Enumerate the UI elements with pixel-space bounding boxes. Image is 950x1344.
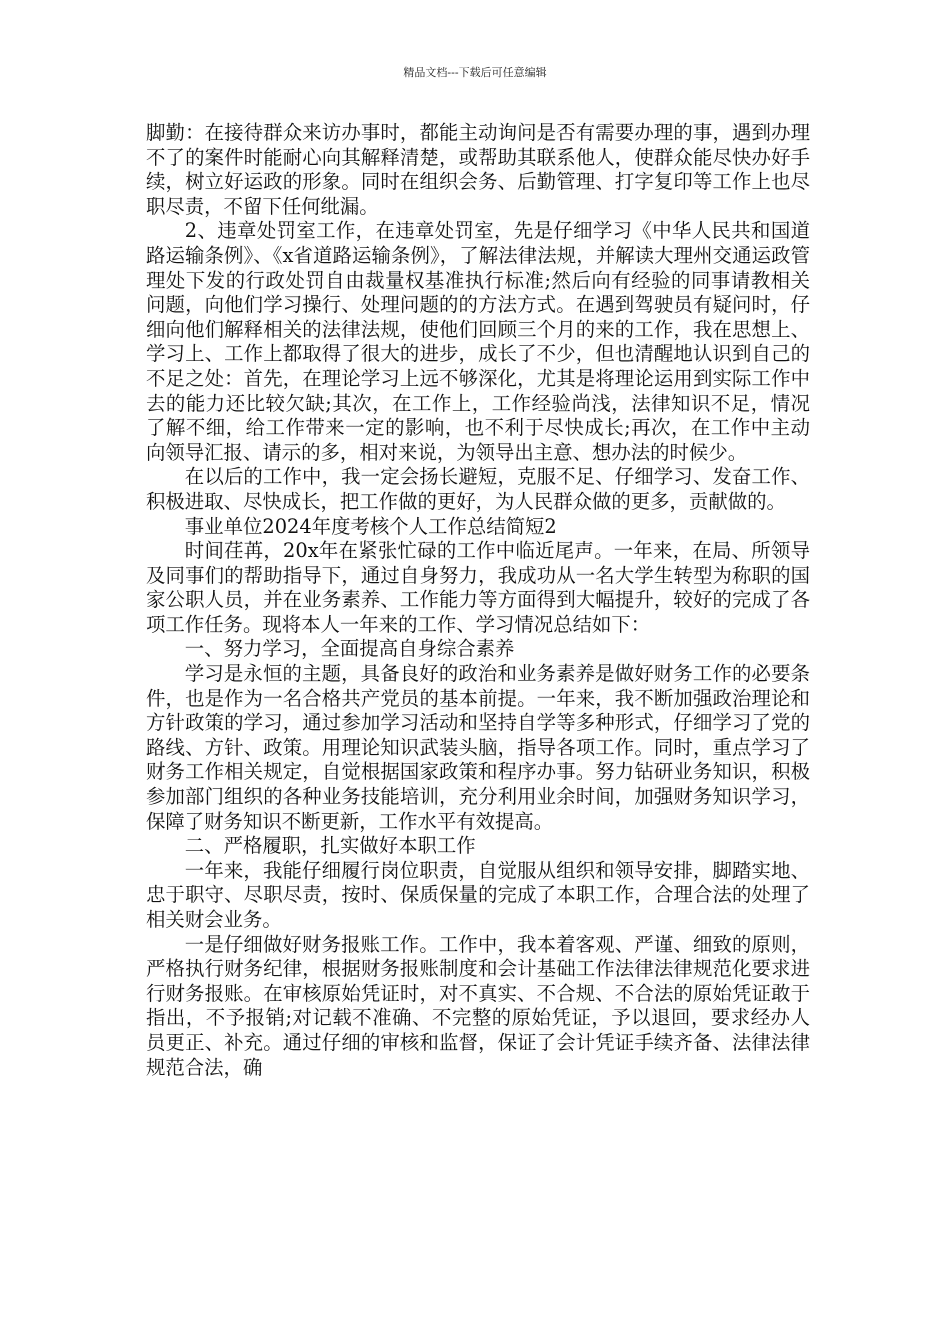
page-header: 精品文档---下载后可任意编辑 — [403, 66, 547, 79]
paragraph-4: 时间荏苒，20x年在紧张忙碌的工作中临近尾声。一年来，在局、所领导及同事们的帮助指导下，通过自身努力，我成功从一名大学生转型为称职的国家公职人员，并在业务素养、工作能力等方面得到大幅提升，较好的完成了各项工作任务。现将本人一年来的工作、学习情况总结如下： — [146, 539, 810, 636]
document-body — [146, 121, 810, 1080]
paragraph-5: 学习是永恒的主题，具备良好的政治和业务素养是做好财务工作的必要条件，也是作为一名合格共产党员的基本前提。一年来，我不断加强政治理论和方针政策的学习，通过参加学习活动和坚持自学等多种形式，仔细学习了党的路线、方针、政策。用理论知识武装头脑，指导各项工作。同时，重点学习了财务工作相关规定，自觉根据国家政策和程序办事。努力钻研业务知识，积极参加部门组织的各种业务技能培训，充分利用业余时间，加强财务知识学习，保障了财务知识不断更新，工作水平有效提高。 — [146, 662, 810, 833]
paragraph-3: 在以后的工作中，我一定会扬长避短，克服不足、仔细学习、发奋工作、积极进取、尽快成长，把工作做的更好，为人民群众做的更多，贡献做的。 — [146, 465, 810, 513]
section-title: 事业单位2024年度考核个人工作总结简短2 — [184, 514, 557, 538]
heading-2: 二、严格履职，扎实做好本职工作 — [184, 834, 476, 858]
paragraph-1: 脚勤：在接待群众来访办事时，都能主动询问是否有需要办理的事，遇到办理不了的案件时能耐心向其解释清楚，或帮助其联系他人，使群众能尽快办好手续，树立好运政的形象。同时在组织会务、后勤管理、打字复印等工作上也尽职尽责，不留下任何纰漏。 — [146, 121, 810, 218]
paragraph-6: 一年来，我能仔细履行岗位职责，自觉服从组织和领导安排，脚踏实地、忠于职守、尽职尽责，按时、保质保量的完成了本职工作，合理合法的处理了相关财会业务。 — [146, 858, 810, 931]
heading-1: 一、努力学习，全面提高自身综合素养 — [184, 637, 515, 661]
paragraph-2: 2、违章处罚室工作，在违章处罚室，先是仔细学习《中华人民共和国道路运输条例》、《x省道路运输条例》，了解法律法规，并解读大理州交通运政管理处下发的行政处罚自由裁量权基准执行标准;然后向有经验的同事请教相关问题，向他们学习操行、处理问题的的方法方式。在遇到驾驶员有疑问时，仔细向他们解释相关的法律法规，使他们回顾三个月的来的工作，我在思想上、学习上、工作上都取得了很大的进步，成长了不少，但也清醒地认识到自己的不足之处：首先，在理论学习上远不够深化，尤其是将理论运用到实际工作中去的能力还比较欠缺;其次，在工作上，工作经验尚浅，法律知识不足，情况了解不细，给工作带来一定的影响，也不利于尽快成长;再次，在工作中主动向领导汇报、请示的多，相对来说，为领导出主意、想办法的时候少。 — [146, 219, 810, 464]
paragraph-7: 一是仔细做好财务报账工作。工作中，我本着客观、严谨、细致的原则，严格执行财务纪律，根据财务报账制度和会计基础工作法律法律规范化要求进行财务报账。在审核原始凭证时，对不真实、不合规、不合法的原始凭证敢于指出，不予报销;对记载不准确、不完整的原始凭证，予以退回，要求经办人员更正、补充。通过仔细的审核和监督，保证了会计凭证手续齐备、法律法律规范合法，确 — [146, 932, 810, 1079]
